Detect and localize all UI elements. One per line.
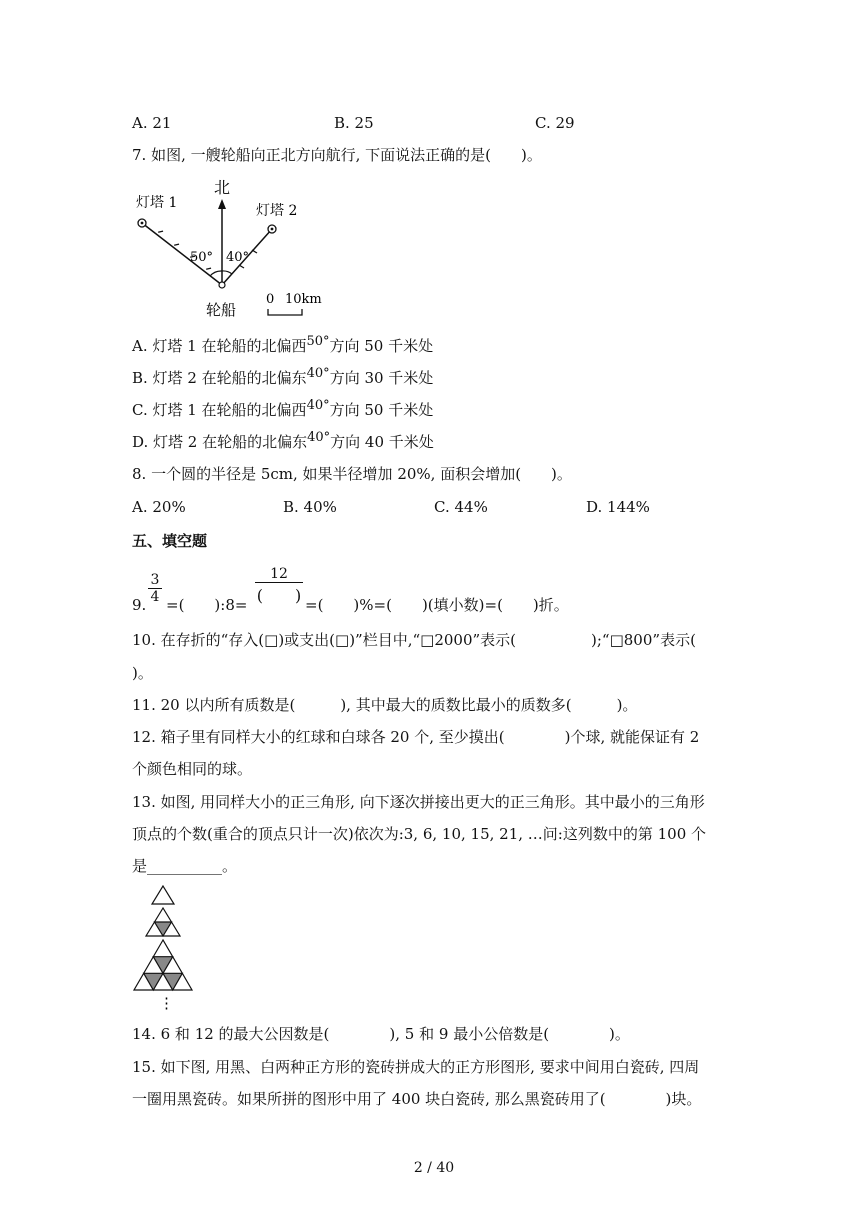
scale-bar bbox=[268, 309, 302, 315]
q6-option-c: C. 29 bbox=[535, 114, 575, 132]
north-arrow-icon bbox=[218, 199, 226, 209]
q9-frac2-numerator: 12 bbox=[270, 566, 288, 582]
q9-text-part2: =( )%=( )(填小数)=( )折。 bbox=[305, 596, 569, 614]
q6-option-a: A. 21 bbox=[132, 114, 172, 132]
q8-option-d: D. 144% bbox=[586, 498, 650, 516]
compass-direction-figure bbox=[130, 175, 340, 325]
triangle-pattern-figure bbox=[130, 884, 200, 1014]
q15-line2: 一圈用黑瓷砖。如果所拼的图形中用了 400 块白瓷砖, 那么黑瓷砖用了( )块。 bbox=[132, 1090, 702, 1108]
q9-text-part1: =( ):8= bbox=[166, 596, 248, 614]
ship-marker bbox=[219, 282, 225, 288]
q10-line2: )。 bbox=[132, 664, 153, 682]
q8-option-b: B. 40% bbox=[283, 498, 337, 516]
q12-line1: 12. 箱子里有同样大小的红球和白球各 20 个, 至少摸出( )个球, 就能保证有 2 bbox=[132, 728, 700, 746]
q9-frac1-denominator: 4 bbox=[150, 589, 160, 605]
triangle-pattern-dots: ⋮ bbox=[159, 994, 174, 1012]
q12-line2: 个颜色相同的球。 bbox=[132, 760, 253, 778]
q6-option-b: B. 25 bbox=[334, 114, 374, 132]
q7-stem: 7. 如图, 一艘轮船向正北方向航行, 下面说法正确的是( )。 bbox=[132, 146, 542, 164]
scale-value-label: 10km bbox=[285, 292, 322, 307]
q9-fraction-2 bbox=[255, 566, 303, 606]
q9-number: 9. bbox=[132, 596, 147, 614]
q7-option-c: C. 灯塔 1 在轮船的北偏西40°方向 50 千米处 bbox=[132, 398, 434, 419]
q15-line1: 15. 如下图, 用黑、白两种正方形的瓷砖拼成大的正方形图形, 要求中间用白瓷砖, 四周 bbox=[132, 1058, 700, 1076]
page-number: 2 / 40 bbox=[413, 1160, 455, 1176]
q9-fraction-1 bbox=[148, 572, 162, 605]
ship-label: 轮船 bbox=[206, 301, 237, 319]
q8-stem: 8. 一个圆的半径是 5cm, 如果半径增加 20%, 面积会增加( )。 bbox=[132, 465, 572, 483]
q13-line1: 13. 如图, 用同样大小的正三角形, 向下逐次拼接出更大的正三角形。其中最小的三角形 bbox=[132, 793, 705, 811]
lighthouse2-label: 灯塔 2 bbox=[256, 203, 298, 219]
q8-option-c: C. 44% bbox=[434, 498, 488, 516]
north-label: 北 bbox=[214, 178, 231, 197]
q13-line2: 顶点的个数(重合的顶点只计一次)依次为:3, 6, 10, 15, 21, …问:这列数中的第 100 个 bbox=[132, 825, 707, 843]
q8-option-a: A. 20% bbox=[132, 498, 186, 516]
q7-option-a: A. 灯塔 1 在轮船的北偏西50°方向 50 千米处 bbox=[132, 334, 434, 355]
q9-frac2-denominator: ( ) bbox=[256, 586, 302, 605]
q13-line3: 是__________。 bbox=[132, 857, 238, 875]
scale-zero-label: 0 bbox=[266, 292, 275, 307]
q14-text: 14. 6 和 12 的最大公因数是( ), 5 和 9 最小公倍数是( )。 bbox=[132, 1025, 630, 1043]
q7-option-b: B. 灯塔 2 在轮船的北偏东40°方向 30 千米处 bbox=[132, 366, 434, 387]
q10-line1: 10. 在存折的“存入(□)或支出(□)”栏目中,“□2000”表示( );“□800”表示( bbox=[132, 631, 696, 649]
section-heading: 五、填空题 bbox=[132, 532, 208, 550]
q9-frac1-numerator: 3 bbox=[150, 572, 160, 588]
angle-50-label: 50° bbox=[190, 250, 214, 265]
lighthouse1-label: 灯塔 1 bbox=[136, 195, 178, 211]
q7-option-d: D. 灯塔 2 在轮船的北偏东40°方向 40 千米处 bbox=[132, 430, 434, 451]
angle-40-label: 40° bbox=[226, 250, 250, 265]
q11-text: 11. 20 以内所有质数是( ), 其中最大的质数比最小的质数多( )。 bbox=[132, 696, 638, 714]
